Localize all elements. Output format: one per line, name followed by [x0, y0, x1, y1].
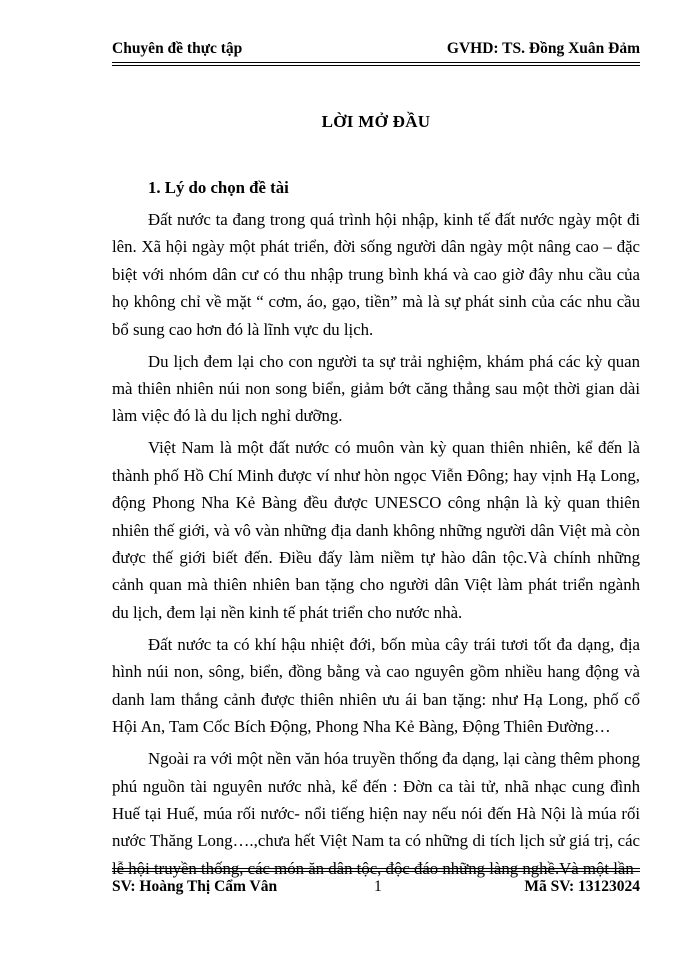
header-supervisor: GVHD: TS. Đồng Xuân Đảm [446, 40, 640, 57]
section-heading: 1. Lý do chọn đề tài [148, 178, 289, 197]
document-body [112, 174, 640, 887]
page-title: LỜI MỞ ĐẦU [321, 112, 431, 131]
paragraph: Việt Nam là một đất nước có muôn vàn kỳ quan thiên nhiên, kể đến là thành phố Hồ Chí Minh được ví như hòn ngọc Viễn Đông; hay vịnh Hạ Long, động Phong Nha Kẻ Bàng đều được UNESCO công nhận là kỳ quan thiên nhiên thế giới, và vô vàn những địa danh không những người dân Việt mà còn được thế giới biết đến. Điều đấy làm niềm tự hào dân tộc.Và chính những cảnh quan mà thiên nhiên ban tặng cho người dân Việt làm phát triển ngành du lịch, đem lại nền kinh tế phát triển cho nước nhà. [112, 438, 640, 622]
paragraph: Đất nước ta đang trong quá trình hội nhập, kinh tế đất nước ngày một đi lên. Xã hội ngày một phát triển, đời sống người dân ngày một nâng cao – đặc biệt với nhóm dân cư có thu nhập trung bình khá và cao giờ đây nhu cầu của họ không chỉ về mặt “ cơm, áo, gạo, tiền” mà là sự phát sinh của các nhu cầu bổ sung cao hơn đó là lĩnh vực du lịch. [112, 210, 640, 339]
paragraph: Đất nước ta có khí hậu nhiệt đới, bốn mùa cây trái tươi tốt đa dạng, địa hình núi non, sông, biển, đồng bằng và cao nguyên gồm nhiều hang động và danh lam thắng cảnh được thiên nhiên ưu ái ban tặng: như Hạ Long, phố cổ Hội An, Tam Cốc Bích Động, Phong Nha Kẻ Bàng, Động Thiên Đường… [112, 634, 640, 737]
header-report-type: Chuyên đề thực tập [112, 40, 243, 57]
footer-student-name: SV: Hoàng Thị Cẩm Vân [112, 878, 278, 895]
header-rule [112, 62, 640, 63]
paragraph: Du lịch đem lại cho con người ta sự trải nghiệm, khám phá các kỳ quan mà thiên nhiên núi non song biển, giảm bớt căng thẳng sau một thời gian dài làm việc đó là du lịch nghỉ dưỡng. [112, 351, 640, 426]
footer-rule-thin [112, 871, 640, 872]
header-rule-thin [112, 65, 640, 66]
footer-rule [112, 868, 640, 869]
paragraph: Ngoài ra với một nền văn hóa truyền thống đa dạng, lại càng thêm phong phú nguồn tài nguyên nước nhà, kể đến : Đờn ca tài tử, nhã nhạc cung đình Huế tại Huế, múa rối nước- nổi tiếng hiện nay nếu nói đến Hà Nội là múa rối nước Thăng Long….,chưa hết Việt Nam ta có những di tích lịch sử giá trị, các lễ hội truyền thống, các món ăn dân tộc, độc đáo những làng nghề.Và một lần [112, 749, 640, 878]
footer-student-id: Mã SV: 13123024 [524, 878, 640, 895]
page-number: 1 [374, 878, 382, 895]
page-header [112, 40, 640, 58]
